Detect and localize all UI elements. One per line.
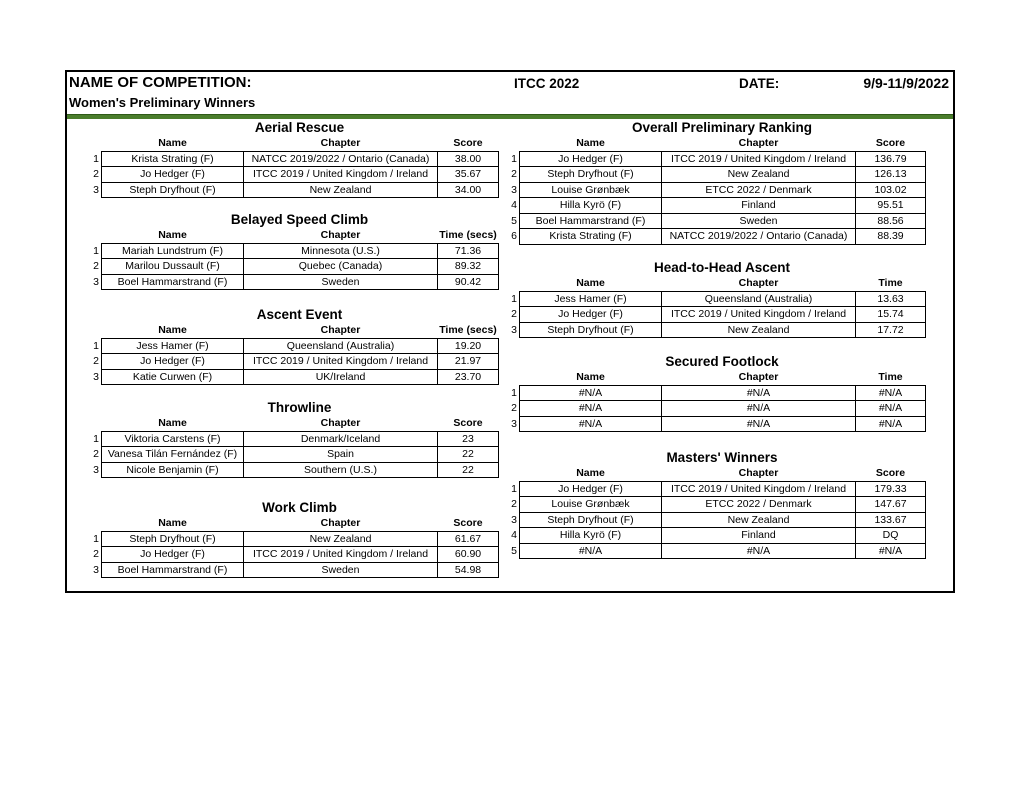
column-header-row bbox=[85, 323, 499, 338]
name-cell: Jess Hamer (F) bbox=[102, 338, 244, 354]
competition-label: NAME OF COMPETITION: bbox=[69, 74, 252, 91]
chapter-cell: Southern (U.S.) bbox=[244, 462, 438, 478]
column-header-name: Name bbox=[158, 517, 187, 529]
rank-header bbox=[85, 228, 102, 243]
rank-cell: 1 bbox=[85, 151, 102, 167]
rank-cell: 3 bbox=[503, 322, 520, 338]
rank-cell: 1 bbox=[85, 338, 102, 354]
name-cell: Boel Hammarstrand (F) bbox=[102, 274, 244, 290]
name-cell: Jo Hedger (F) bbox=[520, 307, 662, 323]
table-row bbox=[85, 431, 499, 447]
value-cell: 17.72 bbox=[856, 322, 926, 338]
column-header-value: Score bbox=[453, 417, 483, 429]
column-header-value: Time (secs) bbox=[439, 229, 497, 241]
results-table bbox=[503, 276, 926, 338]
chapter-cell: #N/A bbox=[662, 385, 856, 401]
name-cell: Steph Dryfhout (F) bbox=[102, 531, 244, 547]
chapter-cell: NATCC 2019/2022 / Ontario (Canada) bbox=[244, 151, 438, 167]
column-header-name: Name bbox=[576, 137, 605, 149]
rank-header bbox=[85, 323, 102, 338]
value-cell: 23 bbox=[438, 431, 499, 447]
ascent-event-section bbox=[85, 306, 499, 385]
value-cell: #N/A bbox=[856, 385, 926, 401]
chapter-cell: Sweden bbox=[662, 213, 856, 229]
rank-cell: 1 bbox=[85, 243, 102, 259]
table-row bbox=[85, 259, 499, 275]
column-header-name: Name bbox=[158, 229, 187, 241]
value-cell: 54.98 bbox=[438, 562, 499, 578]
value-cell: 21.97 bbox=[438, 354, 499, 370]
name-cell: Steph Dryfhout (F) bbox=[520, 322, 662, 338]
column-header-name: Name bbox=[158, 137, 187, 149]
name-cell: Nicole Benjamin (F) bbox=[102, 462, 244, 478]
column-header-row bbox=[85, 416, 499, 431]
chapter-cell: New Zealand bbox=[662, 167, 856, 183]
column-header-row bbox=[85, 228, 499, 243]
column-header-name: Name bbox=[576, 467, 605, 479]
chapter-cell: ITCC 2019 / United Kingdom / Ireland bbox=[662, 151, 856, 167]
table-row bbox=[85, 243, 499, 259]
date-label: DATE: bbox=[739, 76, 780, 91]
chapter-cell: UK/Ireland bbox=[244, 369, 438, 385]
chapter-cell: Quebec (Canada) bbox=[244, 259, 438, 275]
section-title: Masters' Winners bbox=[666, 450, 778, 465]
section-title: Ascent Event bbox=[256, 307, 343, 322]
rank-cell: 2 bbox=[503, 401, 520, 417]
name-cell: Hilla Kyrö (F) bbox=[520, 528, 662, 544]
value-cell: 60.90 bbox=[438, 547, 499, 563]
chapter-cell: Finland bbox=[662, 198, 856, 214]
rank-cell: 2 bbox=[85, 447, 102, 463]
rank-cell: 3 bbox=[85, 369, 102, 385]
table-row bbox=[85, 562, 499, 578]
rank-cell: 1 bbox=[85, 431, 102, 447]
name-cell: #N/A bbox=[520, 416, 662, 432]
chapter-cell: ITCC 2019 / United Kingdom / Ireland bbox=[244, 354, 438, 370]
results-table bbox=[85, 516, 499, 578]
rank-header bbox=[85, 516, 102, 531]
name-cell: Hilla Kyrö (F) bbox=[520, 198, 662, 214]
table-row bbox=[503, 497, 926, 513]
rank-cell: 6 bbox=[503, 229, 520, 245]
rank-cell: 1 bbox=[503, 151, 520, 167]
name-cell: Marilou Dussault (F) bbox=[102, 259, 244, 275]
value-cell: 35.67 bbox=[438, 167, 499, 183]
column-header-value: Score bbox=[875, 137, 906, 149]
value-cell: 126.13 bbox=[856, 167, 926, 183]
chapter-cell: New Zealand bbox=[662, 512, 856, 528]
chapter-cell: Spain bbox=[244, 447, 438, 463]
table-row bbox=[85, 447, 499, 463]
section-title: Belayed Speed Climb bbox=[230, 212, 369, 227]
table-row bbox=[85, 462, 499, 478]
name-cell: Steph Dryfhout (F) bbox=[520, 167, 662, 183]
table-row bbox=[85, 338, 499, 354]
table-row bbox=[503, 307, 926, 323]
work-climb-section bbox=[85, 499, 499, 578]
name-cell: #N/A bbox=[520, 385, 662, 401]
name-cell: Jess Hamer (F) bbox=[520, 291, 662, 307]
rank-cell: 2 bbox=[85, 547, 102, 563]
rank-cell: 2 bbox=[85, 259, 102, 275]
table-row bbox=[85, 182, 499, 198]
results-table bbox=[85, 323, 499, 385]
table-row bbox=[503, 416, 926, 432]
value-cell: 179.33 bbox=[856, 481, 926, 497]
name-cell: Louise Grønbæk bbox=[520, 182, 662, 198]
chapter-cell: Denmark/Iceland bbox=[244, 431, 438, 447]
value-cell: #N/A bbox=[856, 401, 926, 417]
table-row bbox=[85, 369, 499, 385]
chapter-cell: #N/A bbox=[662, 401, 856, 417]
chapter-cell: ITCC 2019 / United Kingdom / Ireland bbox=[244, 167, 438, 183]
rank-cell: 2 bbox=[85, 354, 102, 370]
rank-cell: 2 bbox=[503, 167, 520, 183]
value-cell: 89.32 bbox=[438, 259, 499, 275]
chapter-cell: NATCC 2019/2022 / Ontario (Canada) bbox=[662, 229, 856, 245]
rank-header bbox=[503, 136, 520, 151]
column-header-value: Time bbox=[878, 277, 903, 289]
chapter-cell: ITCC 2019 / United Kingdom / Ireland bbox=[662, 481, 856, 497]
section-title: Head-to-Head Ascent bbox=[653, 260, 791, 275]
rank-cell: 3 bbox=[503, 416, 520, 432]
chapter-cell: ITCC 2019 / United Kingdom / Ireland bbox=[244, 547, 438, 563]
name-cell: Jo Hedger (F) bbox=[102, 547, 244, 563]
chapter-cell: Finland bbox=[662, 528, 856, 544]
results-table bbox=[85, 416, 499, 478]
head-to-head-section bbox=[503, 259, 926, 338]
name-cell: Louise Grønbæk bbox=[520, 497, 662, 513]
chapter-cell: Minnesota (U.S.) bbox=[244, 243, 438, 259]
rank-cell: 3 bbox=[503, 182, 520, 198]
rank-cell: 3 bbox=[85, 182, 102, 198]
value-cell: 38.00 bbox=[438, 151, 499, 167]
table-row bbox=[503, 182, 926, 198]
name-cell: Boel Hammarstrand (F) bbox=[520, 213, 662, 229]
secured-footlock-section bbox=[503, 353, 926, 432]
column-header-name: Name bbox=[576, 277, 605, 289]
section-title: Secured Footlock bbox=[665, 354, 779, 369]
table-row bbox=[503, 213, 926, 229]
chapter-cell: Sweden bbox=[244, 274, 438, 290]
column-header-row bbox=[503, 136, 926, 151]
value-cell: 95.51 bbox=[856, 198, 926, 214]
rank-cell: 4 bbox=[503, 528, 520, 544]
rank-cell: 4 bbox=[503, 198, 520, 214]
table-row bbox=[503, 291, 926, 307]
name-cell: Krista Strating (F) bbox=[102, 151, 244, 167]
value-cell: 23.70 bbox=[438, 369, 499, 385]
value-cell: 61.67 bbox=[438, 531, 499, 547]
value-cell: 22 bbox=[438, 447, 499, 463]
value-cell: 13.63 bbox=[856, 291, 926, 307]
table-row bbox=[85, 167, 499, 183]
rank-cell: 3 bbox=[85, 562, 102, 578]
rank-cell: 3 bbox=[503, 512, 520, 528]
chapter-cell: New Zealand bbox=[244, 531, 438, 547]
name-cell: Mariah Lundstrum (F) bbox=[102, 243, 244, 259]
column-header-chapter: Chapter bbox=[320, 229, 361, 241]
rank-cell: 2 bbox=[503, 497, 520, 513]
rank-header bbox=[85, 136, 102, 151]
value-cell: 103.02 bbox=[856, 182, 926, 198]
chapter-cell: ETCC 2022 / Denmark bbox=[662, 182, 856, 198]
column-header-chapter: Chapter bbox=[320, 324, 361, 336]
competition-name: ITCC 2022 bbox=[514, 76, 580, 91]
masters-winners-section bbox=[503, 449, 926, 559]
results-table bbox=[503, 466, 926, 559]
rank-cell: 5 bbox=[503, 543, 520, 559]
rank-cell: 5 bbox=[503, 213, 520, 229]
name-cell: Steph Dryfhout (F) bbox=[102, 182, 244, 198]
name-cell: Jo Hedger (F) bbox=[520, 151, 662, 167]
chapter-cell: #N/A bbox=[662, 416, 856, 432]
value-cell: 136.79 bbox=[856, 151, 926, 167]
table-row bbox=[85, 547, 499, 563]
table-row bbox=[503, 481, 926, 497]
value-cell: 88.56 bbox=[856, 213, 926, 229]
chapter-cell: Queensland (Australia) bbox=[244, 338, 438, 354]
column-header-value: Time bbox=[878, 371, 903, 383]
overall-ranking-section bbox=[503, 119, 926, 245]
table-row bbox=[503, 401, 926, 417]
results-table bbox=[85, 136, 499, 198]
name-cell: Jo Hedger (F) bbox=[102, 167, 244, 183]
column-header-name: Name bbox=[576, 371, 605, 383]
table-row bbox=[503, 151, 926, 167]
rank-cell: 3 bbox=[85, 274, 102, 290]
section-title: Overall Preliminary Ranking bbox=[631, 120, 813, 135]
value-cell: 19.20 bbox=[438, 338, 499, 354]
column-header-chapter: Chapter bbox=[320, 137, 361, 149]
date-value: 9/9-11/9/2022 bbox=[863, 75, 949, 91]
table-row bbox=[503, 543, 926, 559]
table-row bbox=[503, 167, 926, 183]
results-table bbox=[503, 370, 926, 432]
name-cell: Katie Curwen (F) bbox=[102, 369, 244, 385]
value-cell: 15.74 bbox=[856, 307, 926, 323]
value-cell: 34.00 bbox=[438, 182, 499, 198]
rank-cell: 3 bbox=[85, 462, 102, 478]
aerial-rescue-section bbox=[85, 119, 499, 198]
rank-cell: 1 bbox=[503, 481, 520, 497]
name-cell: Jo Hedger (F) bbox=[102, 354, 244, 370]
column-header-row bbox=[503, 466, 926, 481]
name-cell: Viktoria Carstens (F) bbox=[102, 431, 244, 447]
column-header-row bbox=[85, 516, 499, 531]
table-row bbox=[503, 528, 926, 544]
value-cell: 22 bbox=[438, 462, 499, 478]
column-header-row bbox=[503, 370, 926, 385]
column-header-name: Name bbox=[158, 417, 187, 429]
chapter-cell: Queensland (Australia) bbox=[662, 291, 856, 307]
name-cell: Krista Strating (F) bbox=[520, 229, 662, 245]
chapter-cell: New Zealand bbox=[244, 182, 438, 198]
name-cell: Boel Hammarstrand (F) bbox=[102, 562, 244, 578]
name-cell: #N/A bbox=[520, 543, 662, 559]
column-header-chapter: Chapter bbox=[320, 417, 361, 429]
rank-header bbox=[503, 276, 520, 291]
rank-header bbox=[503, 466, 520, 481]
rank-header bbox=[85, 416, 102, 431]
value-cell: DQ bbox=[856, 528, 926, 544]
name-cell: Steph Dryfhout (F) bbox=[520, 512, 662, 528]
rank-header bbox=[503, 370, 520, 385]
table-row bbox=[85, 531, 499, 547]
column-header-chapter: Chapter bbox=[738, 277, 779, 289]
table-row bbox=[503, 385, 926, 401]
results-sheet bbox=[65, 70, 955, 593]
name-cell: Vanesa Tilán Fernández (F) bbox=[102, 447, 244, 463]
value-cell: #N/A bbox=[856, 416, 926, 432]
column-header-value: Score bbox=[453, 517, 483, 529]
table-row bbox=[85, 354, 499, 370]
rank-cell: 1 bbox=[503, 291, 520, 307]
value-cell: 71.36 bbox=[438, 243, 499, 259]
table-row bbox=[85, 274, 499, 290]
rank-cell: 2 bbox=[503, 307, 520, 323]
belayed-speed-climb-section bbox=[85, 211, 499, 290]
name-cell: Jo Hedger (F) bbox=[520, 481, 662, 497]
column-header-row bbox=[85, 136, 499, 151]
chapter-cell: ETCC 2022 / Denmark bbox=[662, 497, 856, 513]
column-header-value: Time (secs) bbox=[439, 324, 497, 336]
sheet-subtitle: Women's Preliminary Winners bbox=[69, 95, 256, 110]
column-header-value: Score bbox=[453, 137, 483, 149]
section-title: Aerial Rescue bbox=[254, 120, 345, 135]
table-row bbox=[503, 512, 926, 528]
section-title: Throwline bbox=[267, 400, 332, 415]
table-row bbox=[503, 229, 926, 245]
table-row bbox=[503, 198, 926, 214]
results-table bbox=[85, 228, 499, 290]
column-header-chapter: Chapter bbox=[738, 467, 779, 479]
chapter-cell: Sweden bbox=[244, 562, 438, 578]
rank-cell: 2 bbox=[85, 167, 102, 183]
column-header-value: Score bbox=[875, 467, 906, 479]
section-title: Work Climb bbox=[262, 500, 337, 515]
table-row bbox=[503, 322, 926, 338]
results-table bbox=[503, 136, 926, 245]
value-cell: 88.39 bbox=[856, 229, 926, 245]
chapter-cell: ITCC 2019 / United Kingdom / Ireland bbox=[662, 307, 856, 323]
column-header-chapter: Chapter bbox=[320, 517, 361, 529]
value-cell: 147.67 bbox=[856, 497, 926, 513]
column-header-name: Name bbox=[158, 324, 187, 336]
column-header-chapter: Chapter bbox=[738, 137, 779, 149]
value-cell: 90.42 bbox=[438, 274, 499, 290]
name-cell: #N/A bbox=[520, 401, 662, 417]
chapter-cell: #N/A bbox=[662, 543, 856, 559]
rank-cell: 1 bbox=[503, 385, 520, 401]
column-header-row bbox=[503, 276, 926, 291]
rank-cell: 1 bbox=[85, 531, 102, 547]
value-cell: #N/A bbox=[856, 543, 926, 559]
value-cell: 133.67 bbox=[856, 512, 926, 528]
throwline-section bbox=[85, 399, 499, 478]
table-row bbox=[85, 151, 499, 167]
column-header-chapter: Chapter bbox=[738, 371, 779, 383]
chapter-cell: New Zealand bbox=[662, 322, 856, 338]
